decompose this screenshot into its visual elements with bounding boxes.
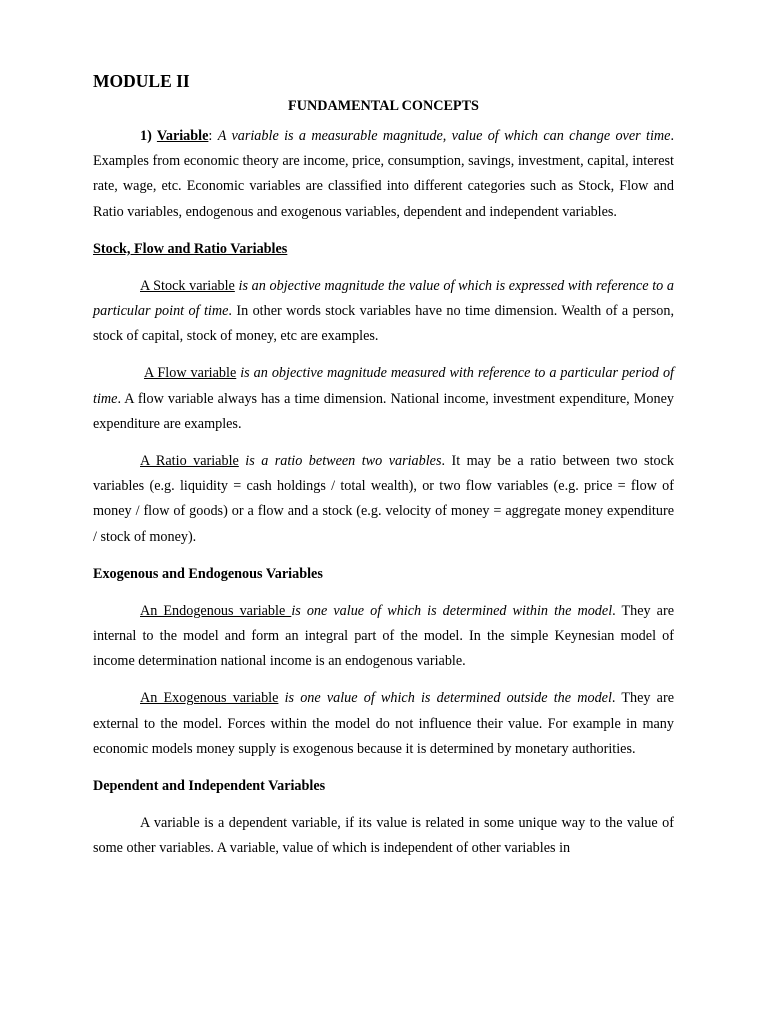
variable-rest: . Examples from economic theory are income, price, consumption, savings, investment, capital, interest rate, wage, etc. Economic variables are classified into different categories such as Stock, Flow and Ratio variables, endogenous and exogenous variables, dependent and independent variables. [93,128,674,220]
variable-definition: A variable is a measurable magnitude, value of which can change over time [217,128,671,144]
ratio-term: A Ratio variable [140,453,239,470]
ratio-definition: is a ratio between two variables [238,453,442,470]
document-body [93,68,674,873]
stock-definition: is an objective magnitude the value of which is expressed with reference to a particular point of time [93,277,674,320]
ratio-rest: . It may be a ratio between two stock variables (e.g. liquidity = cash holdings / total wealth), or two flow variables (e.g. price = flow of money / flow of goods) or a flow and a stock (e.g. velocity of money = aggregate money expenditure / stock of money). [93,453,674,545]
exogenous-paragraph [93,686,674,762]
flow-term: A Flow variable [143,365,237,382]
endogenous-definition: is one value of which is determined within the model [291,602,613,619]
stock-rest: . In other words stock variables have no time dimension. Wealth of a person, stock of capital, stock of money, etc are examples. [93,303,675,345]
exogenous-rest: . They are external to the model. Forces within the model do not influence their value. For example in many economic models money supply is exogenous because it is determined by monetary authorities. [93,690,674,757]
section-title: FUNDAMENTAL CONCEPTS [288,98,479,114]
exo-endo-heading: Exogenous and Endogenous Variables [93,565,323,582]
flow-definition: is an objective magnitude measured with reference to a particular period of time [93,365,674,407]
endogenous-paragraph [93,599,674,675]
stock-paragraph [93,274,674,350]
variable-number: 1) [140,128,157,144]
flow-rest: . A flow variable always has a time dimension. National income, investment expenditure, Money expenditure are examples. [93,390,674,432]
variable-colon: : [208,128,218,144]
variable-paragraph [93,124,674,225]
endogenous-term: An Endogenous variable [140,602,292,619]
exogenous-term: An Exogenous variable [140,690,279,707]
stock-term: A Stock variable [140,277,235,294]
endogenous-rest: . They are internal to the model and form an integral part of the model. In the simple Keynesian model of income determination national income is an endogenous variable. [93,602,674,670]
dependent-paragraph: A variable is a dependent variable, if its value is related in some unique way to the value of some other variables. A variable, value of which is independent of other variables in [93,815,674,857]
variable-term: Variable [156,128,209,144]
flow-paragraph [93,361,674,437]
stock-flow-heading: Stock, Flow and Ratio Variables [93,240,288,257]
ratio-paragraph [93,449,674,550]
module-title: MODULE II [93,71,190,91]
dep-indep-heading: Dependent and Independent Variables [93,778,326,795]
exogenous-definition: is one value of which is determined outside the model [278,690,612,707]
